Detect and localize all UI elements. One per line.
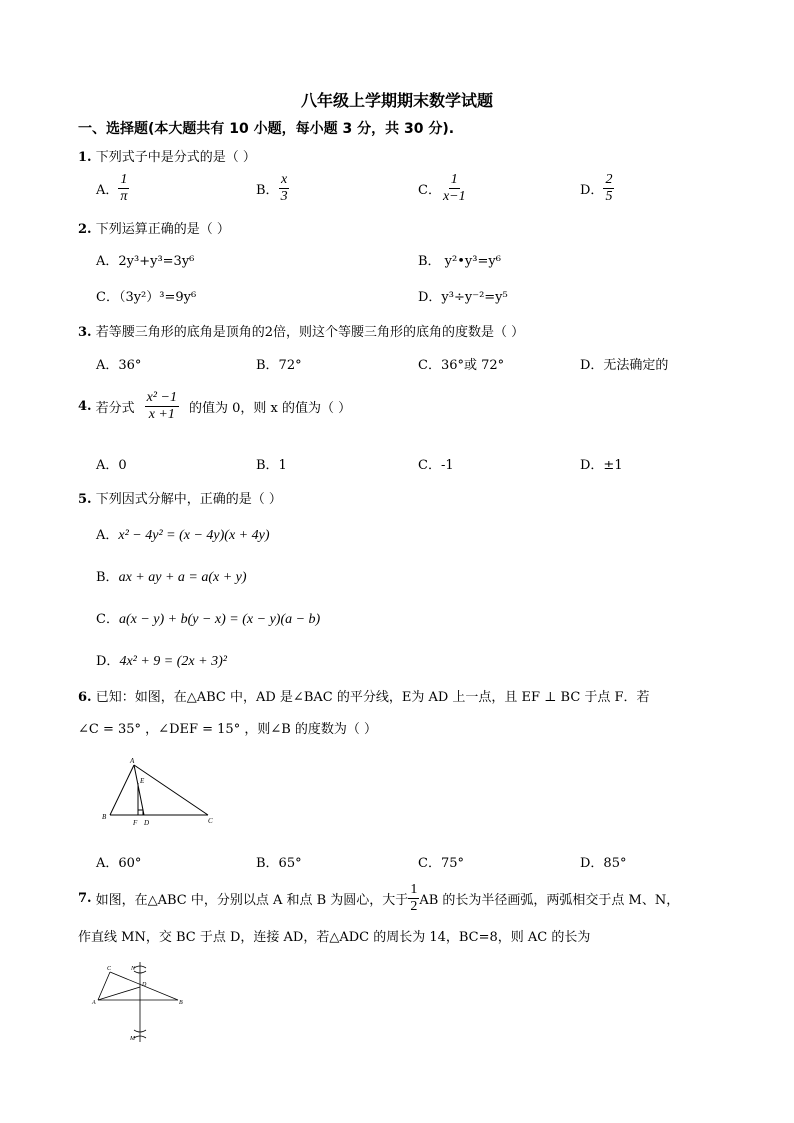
question-7-line-2: 作直线 MN，交 BC 于点 D，连接 AD，若△ADC 的周长为 14，BC=8，则 AC 的长为 [78, 930, 591, 945]
segment-ad [134, 765, 144, 815]
side-ca [98, 972, 110, 1000]
q1-option-b[interactable] [256, 172, 290, 205]
q4-option-b[interactable]: B．1 [256, 458, 287, 473]
label-f: F [133, 819, 138, 827]
option-label: C． [96, 612, 119, 627]
question-1 [78, 146, 256, 165]
q6-option-a[interactable]: A．60° [96, 856, 142, 871]
right-angle-mark [138, 810, 143, 815]
question-number: 1. [78, 150, 92, 165]
label-a: A [92, 1000, 96, 1006]
question-stem-post: 的值为 0，则 x 的值为（ ） [188, 401, 352, 417]
question-stem: 下列式子中是分式的是（ ） [95, 150, 256, 165]
side-ac [134, 765, 208, 815]
triangle-figure-q6 [98, 755, 218, 833]
option-label: A． [96, 183, 119, 199]
option-label: B． [96, 570, 119, 585]
numerator: 2 [603, 172, 614, 189]
question-number: 4. [78, 399, 92, 415]
page-title: 八年级上学期期末数学试题 [301, 91, 494, 110]
question-3 [78, 321, 524, 340]
option-label: D． [580, 183, 604, 199]
q1-option-d[interactable] [580, 172, 614, 205]
segment-ad [98, 987, 140, 1000]
question-stem-post: AB 的长为半径画弧，两弧相交于点 M、N， [419, 893, 680, 909]
question-stem-pre: 如图，在△ABC 中，分别以点 A 和点 B 为圆心，大于 [95, 893, 409, 909]
q2-option-c[interactable]: C．（3y²）³=9y⁶ [96, 290, 197, 305]
question-5 [78, 488, 282, 507]
label-b: B [179, 1000, 183, 1006]
denominator: 5 [605, 189, 613, 205]
label-d: D [144, 819, 150, 827]
question-4 [78, 390, 351, 423]
fraction [118, 172, 129, 205]
question-stem-line-1: 已知：如图，在△ABC 中，AD 是∠BAC 的平分线，E为 AD 上一点，且 EF ⊥ BC 于点 F．若 [95, 690, 650, 705]
denominator: x +1 [148, 407, 175, 423]
option-formula: x² − 4y² = (x − 4y)(x + 4y) [118, 528, 270, 543]
question-number: 3. [78, 325, 92, 340]
q6-option-d[interactable]: D．85° [580, 856, 627, 871]
q5-option-c[interactable] [96, 608, 320, 628]
fraction [441, 172, 468, 205]
q1-option-a[interactable] [96, 172, 129, 205]
numerator: 1 [118, 172, 129, 189]
denominator: 3 [280, 189, 288, 205]
label-c: C [208, 817, 213, 825]
label-b: B [102, 813, 107, 821]
numerator: 1 [408, 882, 419, 899]
label-d: D [142, 982, 147, 988]
q4-option-d[interactable]: D．±1 [580, 458, 623, 473]
q6-option-c[interactable]: C．75° [418, 856, 464, 871]
question-6 [78, 686, 650, 705]
q1-option-c[interactable] [418, 172, 468, 205]
construction-figure-q7 [90, 958, 190, 1048]
option-label: D． [96, 654, 120, 669]
label-n: N [131, 966, 136, 972]
numerator: x [279, 172, 289, 189]
label-c: C [107, 966, 112, 972]
question-stem: 下列运算正确的是（ ） [95, 222, 230, 237]
question-number: 2. [78, 222, 92, 237]
q5-option-d[interactable] [96, 650, 227, 670]
fraction [603, 172, 614, 205]
option-formula: a(x − y) + b(y − x) = (x − y)(a − b) [118, 612, 321, 627]
fraction [279, 172, 290, 205]
q4-option-a[interactable]: A．0 [96, 458, 127, 473]
q2-option-b[interactable]: B． y²•y³=y⁶ [418, 254, 501, 269]
question-stem-pre: 若分式 [95, 401, 135, 417]
option-label: A． [96, 528, 119, 543]
q3-option-b[interactable]: B．72° [256, 358, 302, 373]
option-label: B． [256, 183, 279, 199]
q6-option-b[interactable]: B．65° [256, 856, 302, 871]
q3-option-d[interactable]: D．无法确定的 [580, 358, 669, 373]
question-stem: 下列因式分解中，正确的是（ ） [95, 492, 282, 507]
denominator: 2 [410, 899, 418, 915]
q3-option-a[interactable]: A．36° [96, 358, 142, 373]
fraction [145, 390, 179, 423]
question-number: 5. [78, 492, 92, 507]
numerator: x² −1 [145, 390, 179, 407]
label-a: A [130, 757, 135, 765]
question-stem: 若等腰三角形的底角是顶角的2倍，则这个等腰三角形的底角的度数是（ ） [95, 325, 525, 340]
question-2 [78, 218, 230, 237]
numerator: 1 [449, 172, 460, 189]
label-e: E [140, 777, 145, 785]
side-ab [110, 765, 134, 815]
q2-option-a[interactable]: A．2y³+y³=3y⁶ [96, 254, 195, 269]
question-7 [78, 882, 679, 915]
question-number: 7. [78, 891, 92, 907]
q5-option-a[interactable] [96, 524, 270, 544]
q4-option-c[interactable]: C．-1 [418, 458, 454, 473]
denominator: π [120, 189, 128, 205]
option-formula: 4x² + 9 = (2x + 3)² [119, 654, 227, 669]
question-number: 6. [78, 690, 92, 705]
fraction [408, 882, 419, 915]
q3-option-c[interactable]: C．36°或 72° [418, 358, 505, 373]
section-heading: 一、选择题(本大题共有 10 小题，每小题 3 分，共 30 分). [78, 121, 455, 137]
denominator: x−1 [442, 189, 466, 205]
option-formula: ax + ay + a = a(x + y) [118, 570, 247, 585]
label-m: M [130, 1036, 135, 1042]
q2-option-d[interactable]: D．y³÷y⁻²=y⁵ [418, 290, 508, 305]
q5-option-b[interactable] [96, 566, 247, 586]
question-6-line-2: ∠C = 35° ，∠DEF = 15° ，则∠B 的度数为（ ） [78, 722, 378, 737]
option-label: C． [418, 183, 441, 199]
